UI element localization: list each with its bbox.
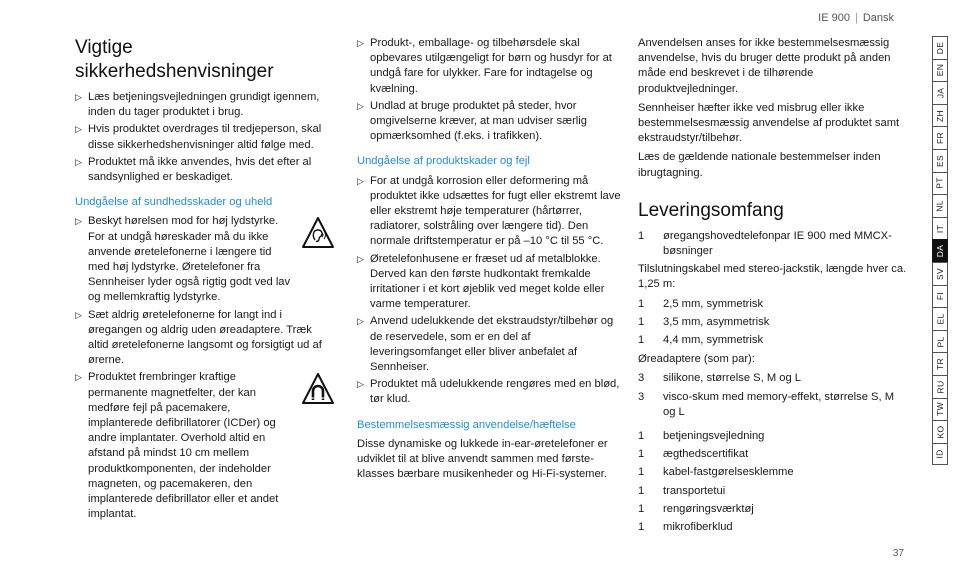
page-number: 37 [892,548,904,559]
adapter-intro: Øreadaptere (som par): [638,353,755,366]
intro-list [75,90,335,185]
safety-title: Vigtige sikkerhedshenvisninger [75,37,274,82]
tab-id[interactable]: ID [932,443,948,466]
tab-en[interactable]: EN [932,59,948,82]
tab-tr[interactable]: TR [932,352,948,375]
tab-sv[interactable]: SV [932,262,948,285]
tab-es[interactable]: ES [932,149,948,172]
language-tabs [932,36,948,465]
list-item: ▷ Anvend udelukkende det ekstraudstyr/tilbehør og de reservedele, som er en del af leveringsomfanget eller bliver anbefalet af Sennheiser. [357,315,614,374]
bullet-icon: ▷ [357,253,364,264]
header-model: IE 900 [818,12,850,24]
list-item: ▷ Hvis produktet overdrages til tredjeperson, skal disse sikkerhedshenvisninger altid følge med. [75,123,322,151]
list-item: 3 silikone, størrelse S, M og L [638,372,802,385]
tab-fr[interactable]: FR [932,126,948,149]
hearing-warning-icon [301,216,335,250]
tab-nl[interactable]: NL [932,194,948,217]
list-item: ▷ Læs betjeningsvejledningen grundigt igennem, inden du tager produktet i brug. [75,91,320,119]
column-safety [75,36,335,524]
header-separator: | [854,12,858,24]
tab-pl[interactable]: PL [932,330,948,353]
health-heading: Undgåelse af sundhedsskader og uheld [75,196,273,209]
magnet-warning-icon [301,372,335,406]
tab-pt[interactable]: PT [932,172,948,195]
tab-it[interactable]: IT [932,217,948,240]
damage-heading: Undgåelse af produktskader og fejl [357,155,530,168]
cable-intro: Tilslutningskabel med stereo-jackstik, længde hver ca. 1,25 m: [638,263,907,291]
list-item: 1 kabel-fastgørelsesklemme [638,466,794,479]
list-item: ▷ Sæt aldrig øretelefonerne for langt ind i øregangen og aldrig uden øreadaptere. Træk altid øretelefonerne langsomt og forsigtigt ud af ørerne. [75,308,322,367]
bullet-icon: ▷ [75,92,82,102]
list-item: 1 3,5 mm, asymmetrisk [638,315,770,328]
list-item: ▷ For at undgå korrosion eller deformering må produktet ikke udsættes for fugt eller ekstremt lave eller ekstremt høje temperaturer (hårtørrer, radiatorer, solstråling over længere tid). Den normale driftstemperatur er på –10 °C til 55 °C. [357,174,621,248]
list-item: ▷ Øretelefonhusene er fræset ud af metalblokke. Derved kan den første hudkontakt fremkalde irritationer i et kort øjeblik ved meget kolde eller varme temperaturer. [357,252,605,311]
tab-ko[interactable]: KO [932,420,948,443]
bullet-icon: ▷ [75,309,82,320]
list-item: ▷ Undlad at bruge produktet på steder, hvor omgivelserne kræver, at man udviser særlig opmærksomhed (f.eks. i trafikken). [357,99,587,143]
bullet-icon: ▷ [75,216,82,227]
bullet-icon: ▷ [357,38,364,48]
tab-fi[interactable]: FI [932,285,948,308]
bullet-icon: ▷ [357,100,364,111]
list-item: 1 transportetui [638,484,726,497]
list-item: 1 mikrofiberklud [638,521,733,534]
use-heading: Bestemmelsesmæssig anvendelse/hæftelse [357,418,576,431]
page-header [818,12,894,24]
list-item: ▷ Produktet må udelukkende rengøres med en blød, tør klud. [357,378,620,406]
damage-list [357,174,623,408]
list-item: ▷ Produktet frembringer kraftige permanente magnetfelter, der kan medføre fejl på pacemakere, implanterede defibrillatorer (ICDer) og andre implantater. Overhold altid en afstand på mindst 10 cm mellem produktkomponenten, der indeholder magneten, og pacemakeren, den implanterede defibrillator eller et andet implantat. [75,370,335,522]
paragraph: Anvendelsen anses for ikke bestemmelsesmæssig anvendelse, hvis du bruger dette produkt på anden måde end beskrevet i de tilhørende produktvejledninger. [638,37,891,95]
tab-ru[interactable]: RU [932,375,948,398]
bullet-icon: ▷ [357,175,364,186]
health-list [75,214,335,522]
list-item: 1 øregangshovedtelefonpar IE 900 med MMCX-bøsninger [638,229,892,258]
use-text: Disse dynamiske og lukkede in-ear-øretelefoner er udviklet til at blive anvendt sammen med førsteklasses bærbare musikenheder og Hi-Fi-systemer. [357,437,608,481]
list-item: 1 4,4 mm, symmetrisk [638,334,764,347]
tab-el[interactable]: EL [932,307,948,330]
tab-de[interactable]: DE [932,36,948,59]
column-delivery [638,36,908,538]
bullet-icon: ▷ [75,372,82,383]
list-item: 1 ægthedscertifikat [638,448,749,461]
tab-ja[interactable]: JA [932,81,948,104]
tab-da[interactable]: DA [932,239,948,262]
list-item: 3 visco-skum med memory-effekt, størrelse S, M og L [638,390,895,418]
paragraph: Sennheiser hæfter ikke ved misbrug eller ikke bestemmelsesmæssig anvendelse af produktet samt ekstraudstyr/tilbehør. [638,101,900,145]
column-product [357,36,623,486]
paragraph: Læs de gældende nationale bestemmelser inden ibrugtagning. [638,151,881,179]
delivery-title: Leveringsomfang [638,199,784,221]
tab-zh[interactable]: ZH [932,104,948,127]
list-item: 1 2,5 mm, symmetrisk [638,297,764,310]
bullet-icon: ▷ [75,156,82,167]
bullet-icon: ▷ [357,379,364,390]
list-item: ▷ Produktet må ikke anvendes, hvis det efter al sandsynlighed er beskadiget. [75,155,312,184]
bullet-icon: ▷ [75,124,82,135]
list-item: ▷ Produkt-, emballage- og tilbehørsdele skal opbevares utilgængeligt for børn og husdyr for at undgå fare for ulykker. Fare for indtagelse og kvælning. [357,37,612,95]
list-item: 1 rengøringsværktøj [638,502,754,515]
header-language: Dansk [862,12,894,24]
bullet-icon: ▷ [357,316,364,327]
list-item: 1 betjeningsvejledning [638,430,765,443]
top-list [357,36,623,144]
list-item: ▷ Beskyt hørelsen mod for høj lydstyrke. For at undgå høreskader må du ikke anvende øretelefonerne i længere tid med høj lydstyrke. Øretelefoner fra Sennheiser lyder også rigtig godt ved lav og mellemkraftig lydstyrke. [75,214,335,305]
tab-tw[interactable]: TW [932,398,948,421]
